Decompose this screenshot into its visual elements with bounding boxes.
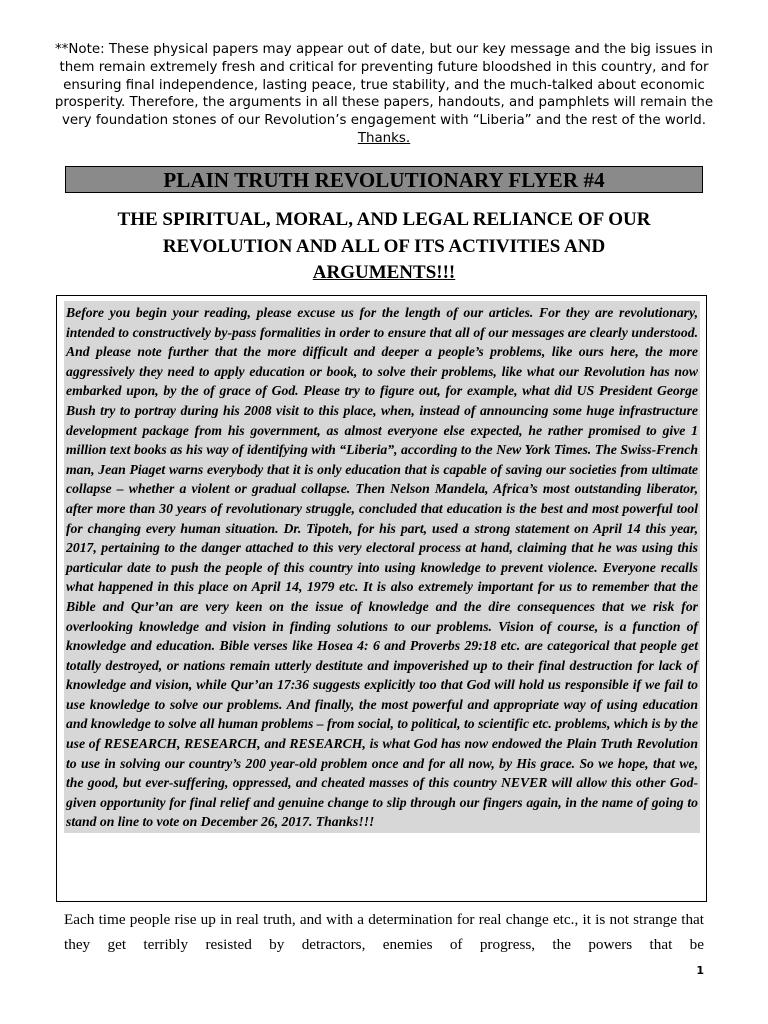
note-thanks: Thanks. — [357, 130, 411, 146]
boxed-preface — [56, 295, 707, 902]
boxed-preface-text: Before you begin your reading, please excuse us for the length of our articles. For they are revolutionary, intended to constructively by-pass formalities in order to ensure that all of our messages are clearly understood. And please note further that the more difficult and deeper a people’s problems, like ours here, the more aggressively they need to apply education or book, to solve their problems, like what our Revolution has now embarked upon, by the of grace of God. Please try to figure out, for example, what did US President George Bush try to portray during his 2008 visit to this place, when, instead of announcing some huge infrastructure development package from his government, as almost everyone else expected, he rather promised to give 1 million text books as his way of identifying with “Liberia”, according to the New York Times. The Swiss-French man, Jean Piaget warns everybody that it is only education that is capable of saving our societies from ultimate collapse – whether a violent or gradual collapse. Then Nelson Mandela, Africa’s most outstanding liberator, after more than 30 years of revolutionary struggle, concluded that education is the best and most powerful tool for changing every human situation. Dr. Tipoteh, for his part, used a strong statement on April 14 this year, 2017, pertaining to the danger attached to this very electoral process at hand, claiming that he was using this particular date to push the people of this country into using knowledge to prevent violence. Everyone recalls what happened in this place on April 14, 1979 etc. It is also extremely important for us to remember that the Bible and Qur’an are very keen on the issue of knowledge and the dire consequences that we risk for overlooking knowledge and vision in finding solutions to our problems. Vision of course, is a function of knowledge and education. Bible verses like Hosea 4: 6 and Proverbs 29:18 etc. are categorical that people get totally destroyed, or nations remain utterly destitute and impoverished up to their final destruction for lack of knowledge and vision, while Qur’an 17:36 suggests explicitly too that God will hold us responsible if we fail to use knowledge to solve our problems. And finally, the most powerful and appropriate way of using education and knowledge to solve all human problems – from social, to political, to scientific etc. problems, which is by the use of RESEARCH, RESEARCH, and RESEARCH, is what God has now endowed the Plain Truth Revolution to use in solving our country’s 200 year-old problem once and for all now, by His grace. So we hope, that we, the good, but ever-suffering, oppressed, and cheated masses of this country NEVER will allow this other God-given opportunity for final relief and genuine change to slip through our fingers again, in the name of going to stand on line to vote on December 26, 2017. Thanks!!! — [64, 301, 700, 833]
page-number: 1 — [696, 964, 704, 977]
body-paragraph: Each time people rise up in real truth, and with a determination for real change etc., it is not strange that they get terribly resisted by detractors, enemies of progress, the powers that be — [64, 911, 704, 953]
note-text: **Note: These physical papers may appear out of date, but our key message and the big issues in them remain extremely fresh and critical for preventing future bloodshed in this country, and for ensuring final independence, lasting peace, true stability, and the much-talked about economic prosperity. Therefore, the arguments in all these papers, handouts, and pamphlets will remain the very foundation stones of our Revolution’s engagement with “Liberia” and the rest of the world. — [54, 42, 714, 129]
subtitle-heading — [60, 207, 708, 287]
flyer-title: PLAIN TRUTH REVOLUTIONARY FLYER #4 — [163, 168, 605, 192]
note-paragraph — [40, 41, 728, 148]
flyer-title-banner — [65, 166, 703, 193]
subtitle-underlined: ARGUMENTS!!! — [312, 262, 456, 283]
subtitle-text: THE SPIRITUAL, MORAL, AND LEGAL RELIANCE OF OUR REVOLUTION AND ALL OF ITS ACTIVITIES AND — [117, 209, 651, 257]
